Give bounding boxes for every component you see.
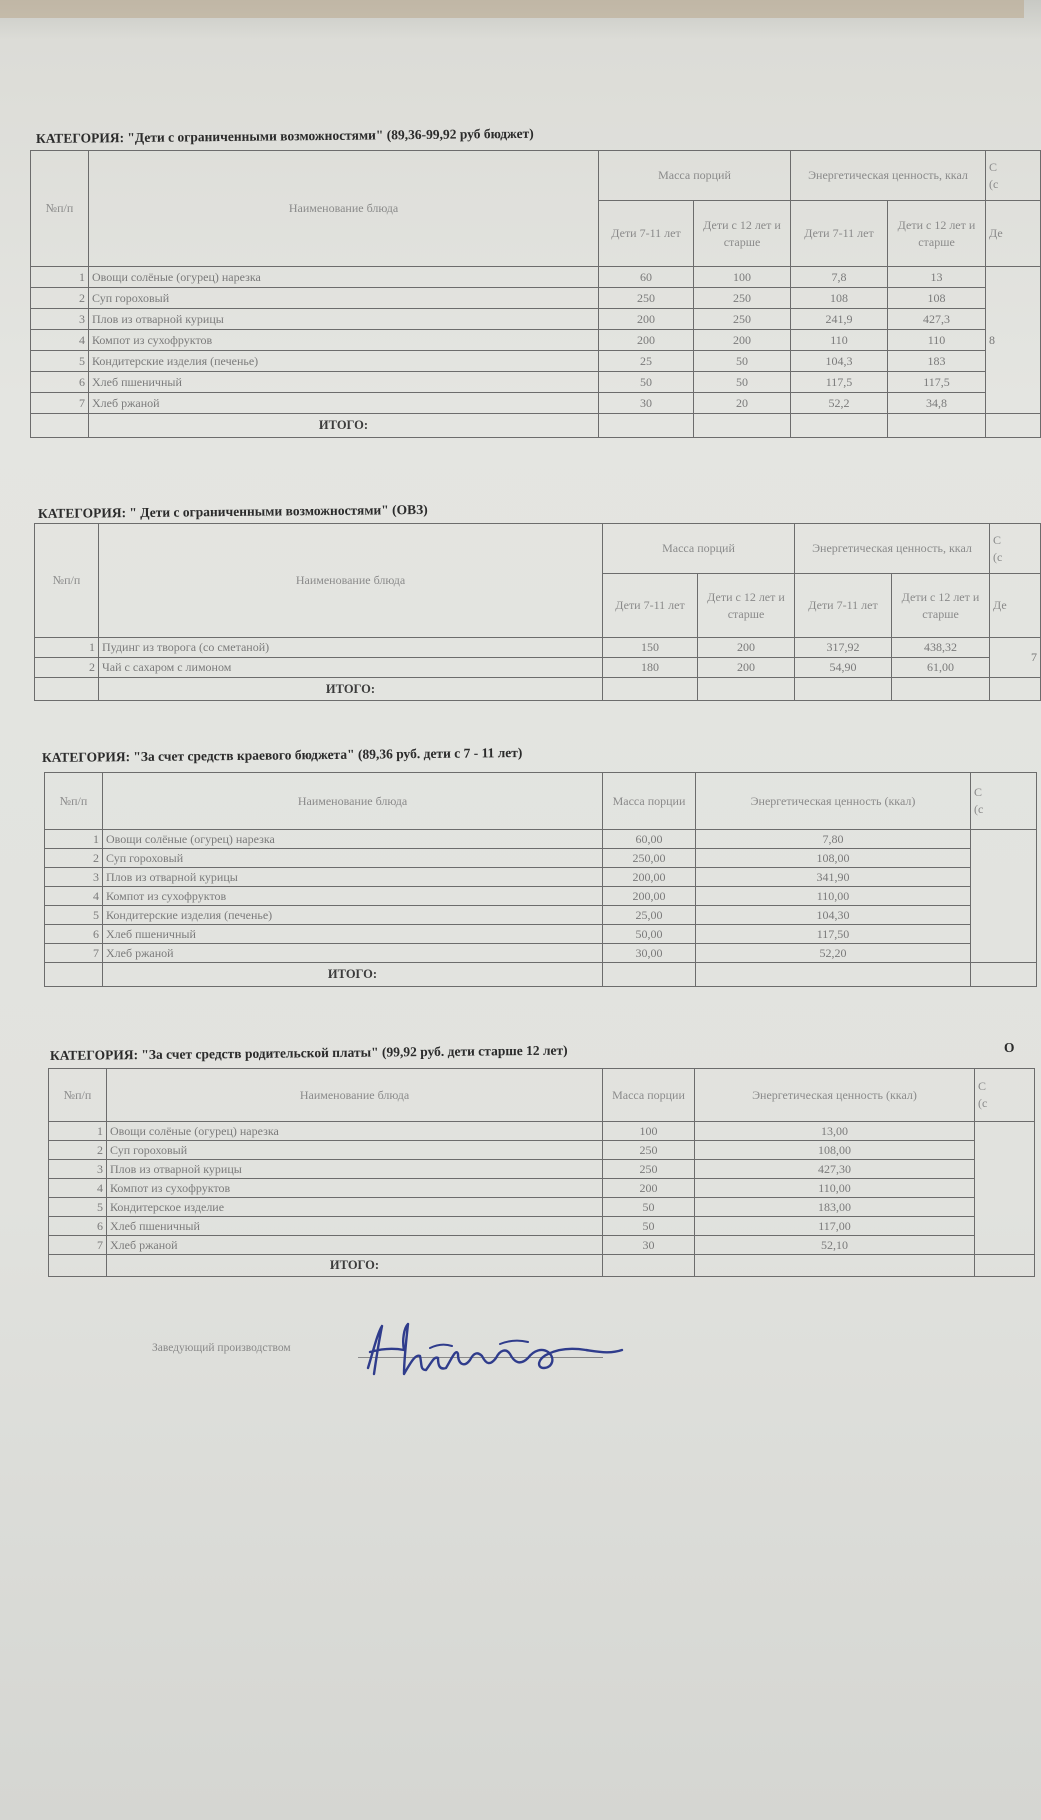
table-row xyxy=(49,1236,1035,1255)
row-number: 1 xyxy=(35,638,99,658)
dish-name: Овощи солёные (огурец) нарезка xyxy=(107,1122,603,1141)
row-number: 1 xyxy=(49,1122,107,1141)
energy-value: 110,00 xyxy=(696,887,971,906)
row-number: 2 xyxy=(31,288,89,309)
table-row xyxy=(49,1198,1035,1217)
table-row xyxy=(45,925,1037,944)
side-header: С (с xyxy=(971,773,1037,830)
table-row xyxy=(31,309,1041,330)
energy-value: 438,32 xyxy=(892,638,990,658)
row-number: 5 xyxy=(49,1198,107,1217)
row-number: 7 xyxy=(49,1236,107,1255)
total-row xyxy=(31,414,1041,438)
row-number: 6 xyxy=(31,372,89,393)
table-row xyxy=(31,330,1041,351)
dish-name: Суп гороховый xyxy=(103,849,603,868)
row-number: 4 xyxy=(31,330,89,351)
energy-value: 110,00 xyxy=(695,1179,975,1198)
row-number: 4 xyxy=(49,1179,107,1198)
row-number: 1 xyxy=(31,267,89,288)
energy-value: 341,90 xyxy=(696,868,971,887)
row-number: 2 xyxy=(35,658,99,678)
energy-value: 13 xyxy=(888,267,986,288)
dish-name: Кондитерские изделия (печенье) xyxy=(89,351,599,372)
total-label: ИТОГО: xyxy=(99,678,603,701)
row-number: 5 xyxy=(45,906,103,925)
side-value: 8 xyxy=(986,267,1041,414)
energy-value: 108,00 xyxy=(695,1141,975,1160)
table-row xyxy=(31,393,1041,414)
dish-name: Плов из отварной курицы xyxy=(89,309,599,330)
col-age2-header: Дети с 12 лет и старше xyxy=(888,201,986,267)
energy-value: 61,00 xyxy=(892,658,990,678)
dish-name: Овощи солёные (огурец) нарезка xyxy=(89,267,599,288)
energy-value: 117,50 xyxy=(696,925,971,944)
mass-value: 100 xyxy=(603,1122,695,1141)
mass-value: 25 xyxy=(599,351,694,372)
energy-value: 110 xyxy=(791,330,888,351)
col-num-header: №п/п xyxy=(31,151,89,267)
mass-value: 250,00 xyxy=(603,849,696,868)
mass-value: 60,00 xyxy=(603,830,696,849)
col-age2-header: Дети с 12 лет и старше xyxy=(892,574,990,638)
total-row xyxy=(45,963,1037,987)
col-energy-header: Энергетическая ценность (ккал) xyxy=(695,1069,975,1122)
row-number: 5 xyxy=(31,351,89,372)
energy-value: 13,00 xyxy=(695,1122,975,1141)
row-number: 4 xyxy=(45,887,103,906)
col-age1-header: Дети 7-11 лет xyxy=(599,201,694,267)
dish-name: Хлеб пшеничный xyxy=(103,925,603,944)
total-label: ИТОГО: xyxy=(89,414,599,438)
energy-value: 108,00 xyxy=(696,849,971,868)
paper-top-edge xyxy=(0,0,1024,18)
mass-value: 50 xyxy=(603,1198,695,1217)
col-mass-header: Масса порций xyxy=(603,524,795,574)
dish-name: Компот из сухофруктов xyxy=(107,1179,603,1198)
table-row xyxy=(45,887,1037,906)
mass-value: 250 xyxy=(694,309,791,330)
col-age2-header: Дети с 12 лет и старше xyxy=(698,574,795,638)
side-header: С (с xyxy=(986,151,1041,201)
mass-value: 250 xyxy=(599,288,694,309)
mass-value: 50 xyxy=(603,1217,695,1236)
section-2-title: КАТЕГОРИЯ: " Дети с ограниченными возможностями" (ОВЗ) xyxy=(37,501,428,522)
row-number: 1 xyxy=(45,830,103,849)
section-4-table xyxy=(48,1068,1035,1277)
dish-name: Компот из сухофруктов xyxy=(89,330,599,351)
dish-name: Овощи солёные (огурец) нарезка xyxy=(103,830,603,849)
mass-value: 250 xyxy=(694,288,791,309)
row-number: 2 xyxy=(45,849,103,868)
mass-value: 200,00 xyxy=(603,868,696,887)
table-row xyxy=(31,267,1041,288)
table-row xyxy=(49,1160,1035,1179)
mass-value: 50 xyxy=(599,372,694,393)
dish-name: Пудинг из творога (со сметаной) xyxy=(99,638,603,658)
mass-value: 200 xyxy=(603,1179,695,1198)
mass-value: 200 xyxy=(599,330,694,351)
side-cell xyxy=(975,1122,1035,1255)
dish-name: Хлеб пшеничный xyxy=(89,372,599,393)
total-row xyxy=(49,1255,1035,1277)
col-num-header: №п/п xyxy=(49,1069,107,1122)
col-energy-header: Энергетическая ценность, ккал xyxy=(795,524,990,574)
col-age1-header: Дети 7-11 лет xyxy=(791,201,888,267)
total-row xyxy=(35,678,1041,701)
table-row xyxy=(35,638,1041,658)
col-name-header: Наименование блюда xyxy=(89,151,599,267)
col-mass-header: Масса порции xyxy=(603,773,696,830)
mass-value: 200 xyxy=(698,658,795,678)
dish-name: Плов из отварной курицы xyxy=(103,868,603,887)
dish-name: Компот из сухофруктов xyxy=(103,887,603,906)
section-3-title: КАТЕГОРИЯ: "За счет средств краевого бюджета" (89,36 руб. дети с 7 - 11 лет) xyxy=(41,744,523,766)
energy-value: 7,80 xyxy=(696,830,971,849)
table-row xyxy=(49,1179,1035,1198)
mass-value: 200,00 xyxy=(603,887,696,906)
mass-value: 100 xyxy=(694,267,791,288)
energy-value: 183,00 xyxy=(695,1198,975,1217)
mass-value: 250 xyxy=(603,1160,695,1179)
col-num-header: №п/п xyxy=(45,773,103,830)
table-row xyxy=(45,849,1037,868)
energy-value: 110 xyxy=(888,330,986,351)
table-row xyxy=(49,1141,1035,1160)
dish-name: Хлеб пшеничный xyxy=(107,1217,603,1236)
mass-value: 50,00 xyxy=(603,925,696,944)
energy-value: 104,30 xyxy=(696,906,971,925)
col-name-header: Наименование блюда xyxy=(107,1069,603,1122)
dish-name: Кондитерское изделие xyxy=(107,1198,603,1217)
col-energy-header: Энергетическая ценность, ккал xyxy=(791,151,986,201)
side-subheader: Де xyxy=(990,574,1041,638)
dish-name: Суп гороховый xyxy=(89,288,599,309)
table-row xyxy=(49,1217,1035,1236)
section-4-title-side: О xyxy=(1003,1039,1015,1055)
row-number: 6 xyxy=(49,1217,107,1236)
dish-name: Плов из отварной курицы xyxy=(107,1160,603,1179)
col-name-header: Наименование блюда xyxy=(99,524,603,638)
mass-value: 200 xyxy=(698,638,795,658)
mass-value: 150 xyxy=(603,638,698,658)
mass-value: 30,00 xyxy=(603,944,696,963)
energy-value: 183 xyxy=(888,351,986,372)
col-age1-header: Дети 7-11 лет xyxy=(795,574,892,638)
side-header: С (с xyxy=(975,1069,1035,1122)
mass-value: 200 xyxy=(694,330,791,351)
energy-value: 34,8 xyxy=(888,393,986,414)
mass-value: 60 xyxy=(599,267,694,288)
dish-name: Хлеб ржаной xyxy=(103,944,603,963)
energy-value: 427,30 xyxy=(695,1160,975,1179)
dish-name: Хлеб ржаной xyxy=(107,1236,603,1255)
energy-value: 7,8 xyxy=(791,267,888,288)
col-energy-header: Энергетическая ценность (ккал) xyxy=(696,773,971,830)
energy-value: 52,2 xyxy=(791,393,888,414)
table-row xyxy=(45,906,1037,925)
handwritten-signature xyxy=(360,1318,660,1388)
energy-value: 117,5 xyxy=(791,372,888,393)
mass-value: 30 xyxy=(599,393,694,414)
row-number: 2 xyxy=(49,1141,107,1160)
energy-value: 241,9 xyxy=(791,309,888,330)
col-num-header: №п/п xyxy=(35,524,99,638)
mass-value: 30 xyxy=(603,1236,695,1255)
dish-name: Хлеб ржаной xyxy=(89,393,599,414)
col-name-header: Наименование блюда xyxy=(103,773,603,830)
row-number: 3 xyxy=(31,309,89,330)
dish-name: Чай с сахаром с лимоном xyxy=(99,658,603,678)
table-row xyxy=(35,658,1041,678)
dish-name: Суп гороховый xyxy=(107,1141,603,1160)
table-row xyxy=(45,830,1037,849)
mass-value: 50 xyxy=(694,351,791,372)
energy-value: 54,90 xyxy=(795,658,892,678)
mass-value: 50 xyxy=(694,372,791,393)
col-age2-header: Дети с 12 лет и старше xyxy=(694,201,791,267)
section-3-table xyxy=(44,772,1037,987)
total-label: ИТОГО: xyxy=(107,1255,603,1277)
section-2-table xyxy=(34,523,1041,701)
energy-value: 108 xyxy=(888,288,986,309)
row-number: 7 xyxy=(45,944,103,963)
table-row xyxy=(45,868,1037,887)
section-1-table xyxy=(30,150,1041,438)
row-number: 7 xyxy=(31,393,89,414)
table-row xyxy=(31,351,1041,372)
row-number: 3 xyxy=(49,1160,107,1179)
energy-value: 117,00 xyxy=(695,1217,975,1236)
side-value: 7 xyxy=(990,638,1041,678)
dish-name: Кондитерские изделия (печенье) xyxy=(103,906,603,925)
mass-value: 25,00 xyxy=(603,906,696,925)
side-cell xyxy=(971,830,1037,963)
row-number: 6 xyxy=(45,925,103,944)
energy-value: 427,3 xyxy=(888,309,986,330)
section-1-title: КАТЕГОРИЯ: "Дети с ограниченными возможностями" (89,36-99,92 руб бюджет) xyxy=(35,125,534,147)
mass-value: 20 xyxy=(694,393,791,414)
side-header: С (с xyxy=(990,524,1041,574)
table-row xyxy=(45,944,1037,963)
total-label: ИТОГО: xyxy=(103,963,603,987)
energy-value: 108 xyxy=(791,288,888,309)
col-mass-header: Масса порции xyxy=(603,1069,695,1122)
energy-value: 317,92 xyxy=(795,638,892,658)
energy-value: 104,3 xyxy=(791,351,888,372)
table-row xyxy=(31,288,1041,309)
energy-value: 52,10 xyxy=(695,1236,975,1255)
row-number: 3 xyxy=(45,868,103,887)
col-age1-header: Дети 7-11 лет xyxy=(603,574,698,638)
mass-value: 200 xyxy=(599,309,694,330)
mass-value: 250 xyxy=(603,1141,695,1160)
table-row xyxy=(31,372,1041,393)
signature-label: Заведующий производством xyxy=(152,1342,291,1354)
energy-value: 117,5 xyxy=(888,372,986,393)
section-4-title: КАТЕГОРИЯ: "За счет средств родительской платы" (99,92 руб. дети старше 12 лет) xyxy=(49,1042,568,1063)
table-row xyxy=(49,1122,1035,1141)
mass-value: 180 xyxy=(603,658,698,678)
side-subheader: Де xyxy=(986,201,1041,267)
energy-value: 52,20 xyxy=(696,944,971,963)
col-mass-header: Масса порций xyxy=(599,151,791,201)
